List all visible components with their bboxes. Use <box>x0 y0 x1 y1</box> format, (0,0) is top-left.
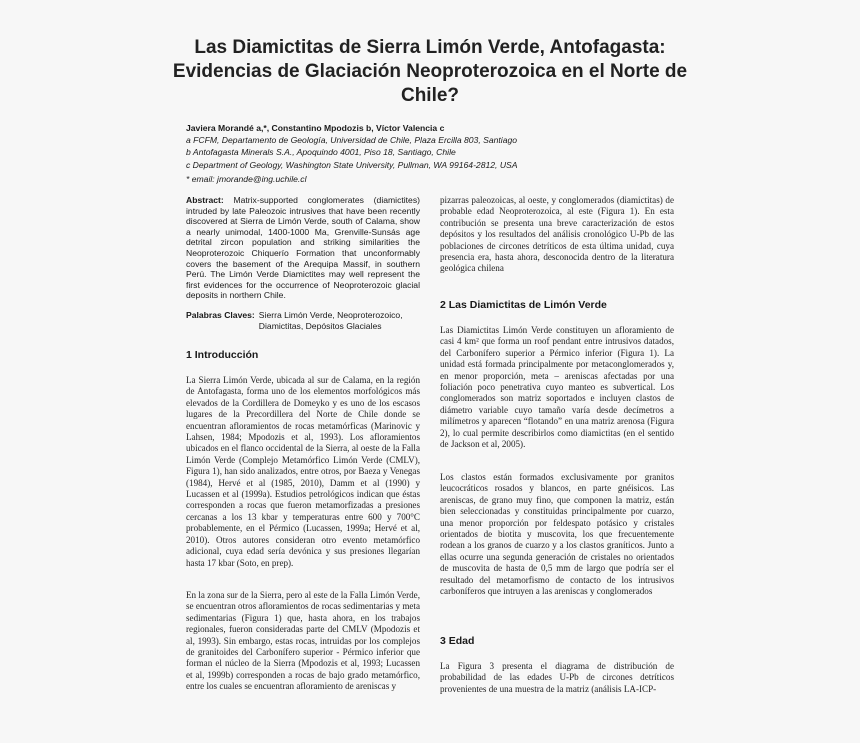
keywords-label: Palabras Claves: <box>186 309 255 320</box>
title-line: Evidencias de Glaciación Neoproterozoica en el Norte de <box>172 61 688 82</box>
title-line: Chile? <box>400 85 460 106</box>
section3-paragraph-1: La Figura 3 presenta el diagrama de distribución de probabilidad de las edades U-Pb de circones detríticos provenientes de una muestra de la matriz (análisis LA-ICP- <box>440 661 674 694</box>
intro-paragraph-1: La Sierra Limón Verde, ubicada al sur de Calama, en la región de Antofagasta, forma uno de los elementos morfológicos más elevados de la Cordillera de Domeyko y es uno de los escasos lugares de la Precordillera del Norte de Chile donde se encuentran afloramientos de rocas metamórficas (Marinovic y Lahsen, 1984; Mpodozis et al, 1993). Los afloramientos ubicados en el flanco occidental de la Sierra, al oeste de la Falla Limón Verde (Complejo Metamórfico Limón Verde (CMLV), Figura 1), han sido analizados, entre otros, por Baeza y Venegas (1984), Hervé et al (1985, 2010), Damm et al (1990) y Lucassen et al (1999a). Estudios petrológicos indican que éstas corresponden a rocas que fueron metamorfizadas a presiones cercanas a los 13 kbar y temperaturas entre 600 y 700°C probablemente, en el Pérmico (Lucassen, 1999a; Hervé et al, 2010). Otros autores consideran otro evento metamórfico adicional, cuya edad sería devónica y sus presiones llegarían hasta 17 kbar (Soto, en prep). <box>186 375 420 568</box>
section-heading-edad: 3 Edad <box>440 635 475 647</box>
title-line: Las Diamictitas de Sierra Limón Verde, Antofagasta: <box>194 37 666 58</box>
keywords <box>186 310 420 331</box>
affiliation: a FCFM, Departamento de Geología, Universidad de Chile, Plaza Ercilla 803, Santiago <box>186 135 518 146</box>
contact-email: * email: jmorande@ing.uchile.cl <box>186 174 307 184</box>
left-column <box>186 195 420 331</box>
paper-title <box>150 36 710 108</box>
section2-paragraph-1: Las Diamictitas Limón Verde constituyen un afloramiento de casi 4 km² que forma un roof pendant entre intrusivos datados, del Carbonífero superior a Pérmico inferior (Figura 1). La unidad está formada principalmente por metaconglomerados y, en menor proporción, meta – areniscas afectadas por una foliación poco penetrativa cuyo manteo es subvertical. Los conglomerados son matriz soportados e incluyen clastos de diámetro variable cuyo tamaño varía desde decímetros a milímetros y aparecen “flotando” en una matriz arenosa (Figura 2), lo cual permite describirlos como diamictitas (en el sentido de Jackson et al, 2005). <box>440 325 674 450</box>
right-paragraph-0: pizarras paleozoicas, al oeste, y conglomerados (diamictitas) de probable edad Neoproterozoica, al este (Figura 1). En esta contribución se presenta una breve caracterización de estos depósitos y los resultados del análisis cronológico U-Pb de las poblaciones de circones detríticos de esta última unidad, cuya presencia era, hasta ahora, desconocida dentro de la literatura geológica chilena <box>440 195 674 274</box>
intro-paragraph-2: En la zona sur de la Sierra, pero al este de la Falla Limón Verde, se encuentran otros afloramientos de rocas sedimentarias y meta sedimentarias (Figura 1) que, hasta ahora, en los trabajos regionales, fueron consideradas parte del CMLV (Mpodozis et al, 1993). Sin embargo, estas rocas, intruidas por los complejos de granitoides del Carbonífero superior - Pérmico inferior que forman el núcleo de la Sierra (Mpodozis et al, 1993; Lucassen et al, 1999b) corresponden a rocas de bajo grado metamórfico, entre los cuales se encuentran afloramiento de areniscas y <box>186 590 420 692</box>
abstract-label: Abstract: <box>186 195 224 205</box>
author-block <box>186 122 686 171</box>
section2-paragraph-2: Los clastos están formados exclusivamente por granitos leucocráticos rosados y blancos, en parte gnéisicos. Las areniscas, de grano muy fino, que componen la matriz, están bien seleccionadas y constituidas principalmente por cuarzo, una menor proporción por feldespato potásico y cristales orientados de biotita y muscovita, los que frecuentemente rodean a los granos de cuarzo y a los clastos graníticos. Junto a ellas ocurre una segunda generación de cristales no orientados de muscovita de hasta de 0,5 mm de largo que podría ser el resultado del metamorfismo de contacto de los intrusivos carboníferos que intruyen a las areniscas y conglomerados <box>440 472 674 597</box>
author-names: Javiera Morandé a,*, Constantino Mpodozis b, Víctor Valencia c <box>186 123 445 133</box>
abstract <box>186 195 420 301</box>
affiliation: b Antofagasta Minerals S.A., Apoquindo 4001, Piso 18, Santiago, Chile <box>186 147 456 158</box>
affiliation: c Department of Geology, Washington State University, Pullman, WA 99164-2812, USA <box>186 159 518 170</box>
abstract-text: Matrix-supported conglomerates (diamictites) intruded by late Paleozoic intrusives that have been recently discovered at Sierra de Limón Verde, south of Calama, show a nearly unimodal, 1400-1000 Ma, Grenville-Sunsás age detrital zircon population and striking similarities the Neoproterozoic Chiquerío Formation that unconformably covers the basement of the Arequipa Massif, in southern Perú. The Limón Verde Diamictites may well represent the first evidences for the occurrence of Neoproterozoic glacial deposits in northern Chile. <box>186 195 420 301</box>
section-heading-intro: 1 Introducción <box>186 349 259 361</box>
section-heading-diamictitas: 2 Las Diamictitas de Limón Verde <box>440 299 607 311</box>
keywords-text: Sierra Limón Verde, Neoproterozoico, Diamictitas, Depósitos Glaciales <box>258 309 403 331</box>
